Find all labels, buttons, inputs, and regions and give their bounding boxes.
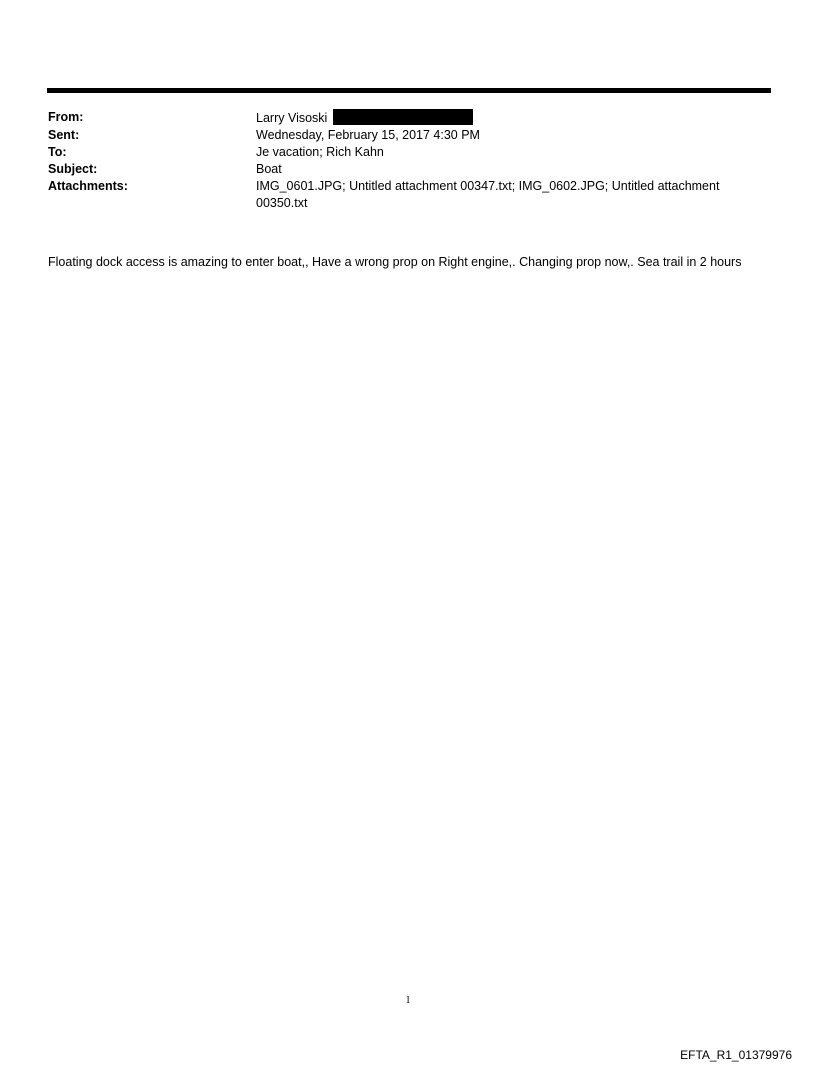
from-value-container — [256, 109, 768, 127]
subject-row — [48, 161, 768, 178]
redaction-block — [333, 109, 473, 125]
header-divider — [47, 88, 771, 93]
page-number: 1 — [405, 995, 411, 1006]
sent-value: Wednesday, February 15, 2017 4:30 PM — [256, 128, 480, 142]
from-label: From: — [48, 110, 84, 124]
subject-value: Boat — [256, 162, 282, 176]
to-label: To: — [48, 145, 67, 159]
from-row — [48, 109, 768, 127]
attachments-label: Attachments: — [48, 179, 128, 193]
sent-row — [48, 127, 768, 144]
document-id: EFTA_R1_01379976 — [680, 1048, 792, 1062]
subject-label: Subject: — [48, 162, 98, 176]
email-header — [48, 109, 768, 212]
sent-label: Sent: — [48, 128, 80, 142]
to-value: Je vacation; Rich Kahn — [256, 145, 384, 159]
from-value: Larry Visoski — [256, 111, 328, 125]
attachments-value: IMG_0601.JPG; Untitled attachment 00347.txt; IMG_0602.JPG; Untitled attachment 00350.txt — [256, 179, 720, 210]
attachments-row — [48, 178, 768, 212]
email-body: Floating dock access is amazing to enter boat,, Have a wrong prop on Right engine,. Changing prop now,. Sea trail in 2 hours — [48, 255, 742, 269]
to-row — [48, 144, 768, 161]
